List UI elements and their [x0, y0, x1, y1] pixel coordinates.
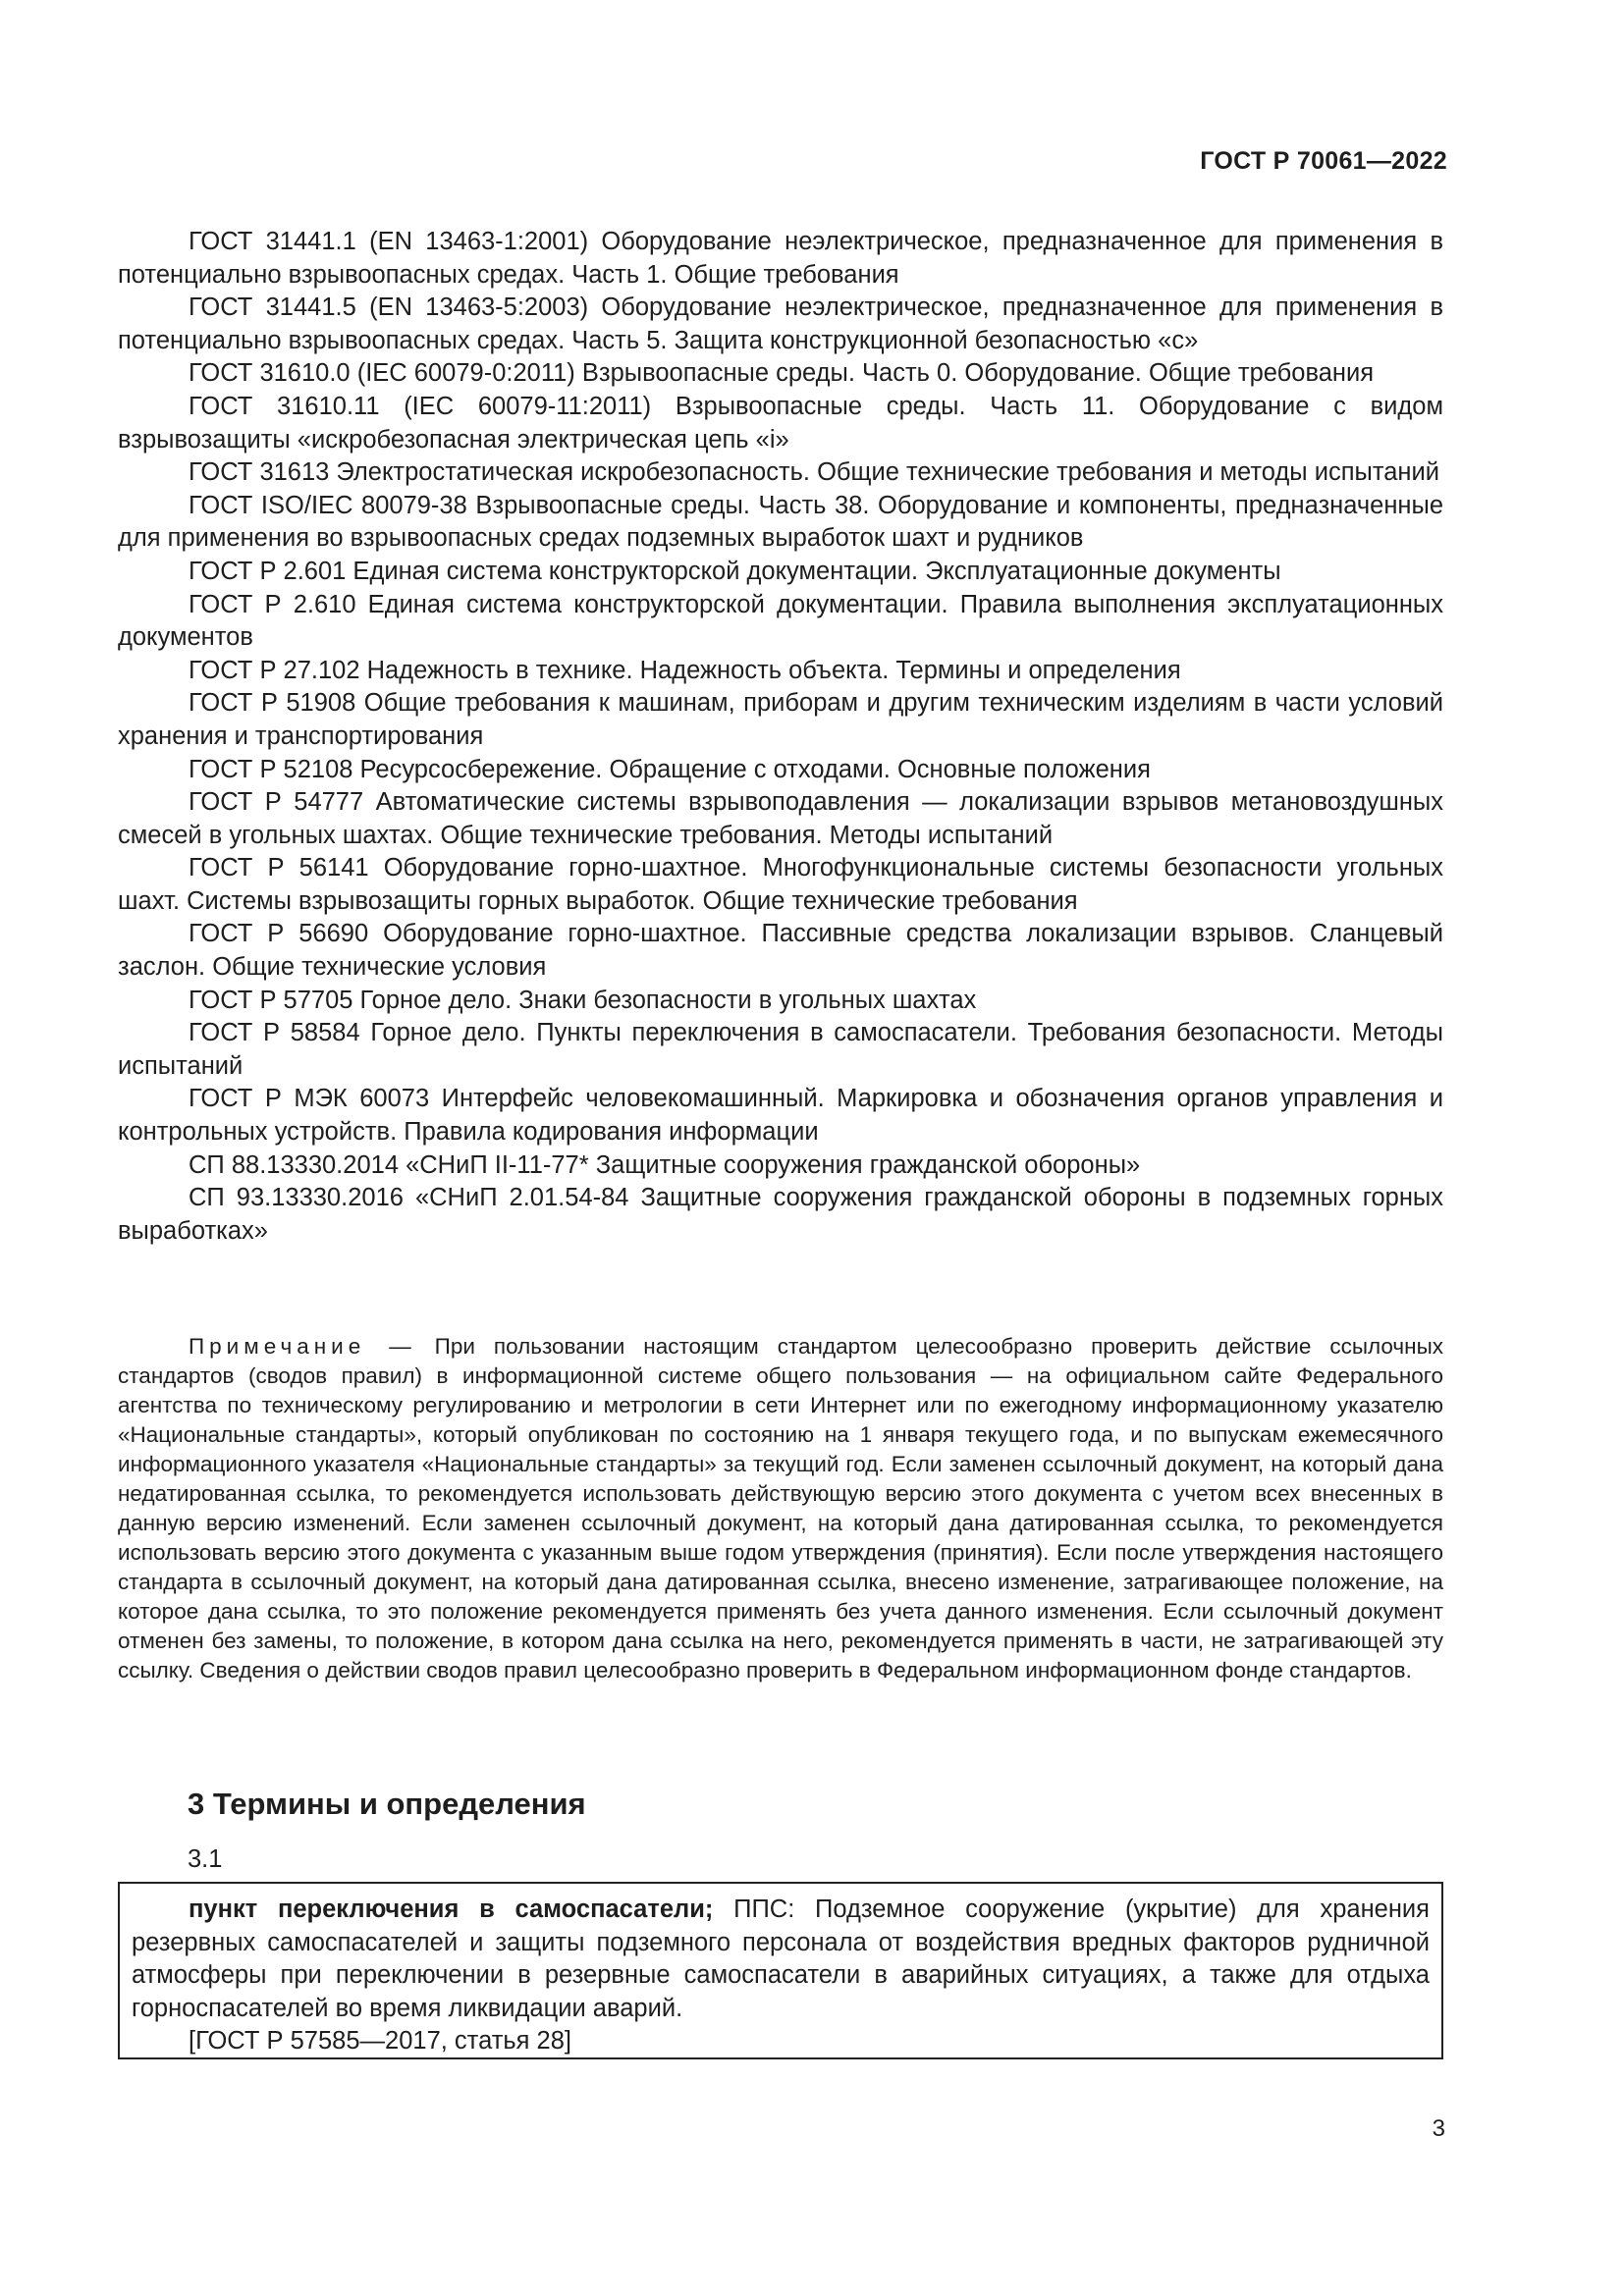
term-name: пункт переключения в самоспасатели;	[189, 1896, 714, 1923]
reference-item: ГОСТ Р МЭК 60073 Интерфейс человекомашинный. Маркировка и обозначения органов управления и контрольных устройств. Правила кодирования информации	[118, 1085, 1443, 1147]
note-text: При пользовании настоящим стандартом целесообразно проверить действие ссылочных стандартов (сводов правил) в информационной системе общего пользования — на официальном сайте Федерального агентства по техническому регулированию и метрологии в сети Интернет или по ежегодному информационному указателю «Национальные стандарты», который опубликован по состоянию на 1 января текущего года, и по выпускам ежемесячного информационного указателя «Национальные стандарты» за текущий год. Если заменен ссылочный документ, на который дана недатированная ссылка, то рекомендуется использовать действующую версию этого документа с учетом всех внесенных в данную версию изменений. Если заменен ссылочный документ, на который дана датированная ссылка, то рекомендуется использовать версию этого документа с указанным выше годом утверждения (принятия). Если после утверждения настоящего стандарта в ссылочный документ, на который дана датированная ссылка, внесено изменение, затрагивающее положение, на которое дана ссылка, то это положение рекомендуется применять без учета данного изменения. Если ссылочный документ отменен без замены, то положение, в котором дана ссылка на него, рекомендуется применять в части, не затрагивающей эту ссылку. Сведения о действии сводов правил целесообразно проверить в Федеральном информационном фонде стандартов.	[118, 1334, 1443, 1682]
reference-item: ГОСТ Р 56141 Оборудование горно-шахтное. Многофункциональные системы безопасности угольных шахт. Системы взрывозащиты горных выработок. Общие технические требования	[118, 854, 1443, 915]
reference-item: ГОСТ Р 52108 Ресурсосбережение. Обращение с отходами. Основные положения	[189, 755, 1151, 783]
term-source: [ГОСТ Р 57585—2017, статья 28]	[189, 2027, 571, 2056]
section-title: 3 Термины и определения	[188, 1787, 586, 1821]
reference-item: ГОСТ Р 27.102 Надежность в технике. Надежность объекта. Термины и определения	[189, 656, 1181, 684]
reference-item: ГОСТ Р 2.601 Единая система конструкторской документации. Эксплуатационные документы	[189, 557, 1281, 585]
reference-item: ГОСТ 31441.1 (EN 13463-1:2001) Оборудование неэлектрическое, предназначенное для применения в потенциально взрывоопасных средах. Часть 1. Общие требования	[118, 228, 1443, 289]
reference-item: ГОСТ 31441.5 (EN 13463-5:2003) Оборудование неэлектрическое, предназначенное для применения в потенциально взрывоопасных средах. Часть 5. Защита конструкционной безопасностью «с»	[118, 294, 1443, 354]
reference-item: ГОСТ 31610.0 (IEC 60079-0:2011) Взрывоопасные среды. Часть 0. Оборудование. Общие требования	[189, 359, 1375, 388]
term-number: 3.1	[188, 1845, 223, 1873]
document-header: ГОСТ Р 70061—2022	[1200, 147, 1447, 175]
reference-item: ГОСТ Р 2.610 Единая система конструкторской документации. Правила выполнения эксплуатационных документов	[118, 590, 1443, 652]
reference-item: ГОСТ Р 54777 Автоматические системы взрывоподавления — локализации взрывов метановоздушных смесей в угольных шахтах. Общие технические требования. Методы испытаний	[118, 788, 1443, 849]
note-block	[118, 1332, 1443, 1685]
term-definition-box	[118, 1882, 1443, 2059]
note-label: Примечание —	[189, 1334, 416, 1359]
reference-item: ГОСТ Р 51908 Общие требования к машинам, приборам и другим техническим изделиям в части условий хранения и транспортирования	[118, 689, 1443, 750]
reference-item: ГОСТ Р 58584 Горное дело. Пункты переключения в самоспасатели. Требования безопасности. Методы испытаний	[118, 1019, 1443, 1080]
page-number: 3	[1432, 2115, 1445, 2142]
normative-references-list	[118, 226, 1443, 1248]
term-definition: ППС: Подземное сооружение (укрытие) для хранения резервных самоспасателей и защиты подземного персонала от воздействия вредных факторов рудничной атмосферы при переключении в резервные самоспасатели в аварийных ситуациях, а также для отдыха горноспасателей во время ликвидации аварий.	[132, 1896, 1430, 2022]
reference-item: ГОСТ 31613 Электростатическая искробезопасность. Общие технические требования и методы испытаний	[189, 458, 1439, 487]
reference-item: ГОСТ Р 57705 Горное дело. Знаки безопасности в угольных шахтах	[189, 986, 977, 1014]
reference-item: ГОСТ Р 56690 Оборудование горно-шахтное. Пассивные средства локализации взрывов. Сланцевый заслон. Общие технические условия	[118, 920, 1443, 982]
reference-item: СП 88.13330.2014 «СНиП II-11-77* Защитные сооружения гражданской обороны»	[189, 1150, 1141, 1179]
reference-item: СП 93.13330.2016 «СНиП 2.01.54-84 Защитные сооружения гражданской обороны в подземных горных выработках»	[118, 1184, 1443, 1245]
reference-item: ГОСТ ISO/IEC 80079-38 Взрывоопасные среды. Часть 38. Оборудование и компоненты, предназначенные для применения во взрывоопасных средах подземных выработок шахт и рудников	[118, 491, 1443, 553]
reference-item: ГОСТ 31610.11 (IEC 60079-11:2011) Взрывоопасные среды. Часть 11. Оборудование с видом взрывозащиты «искробезопасная электрическая цепь «i»	[118, 392, 1443, 454]
